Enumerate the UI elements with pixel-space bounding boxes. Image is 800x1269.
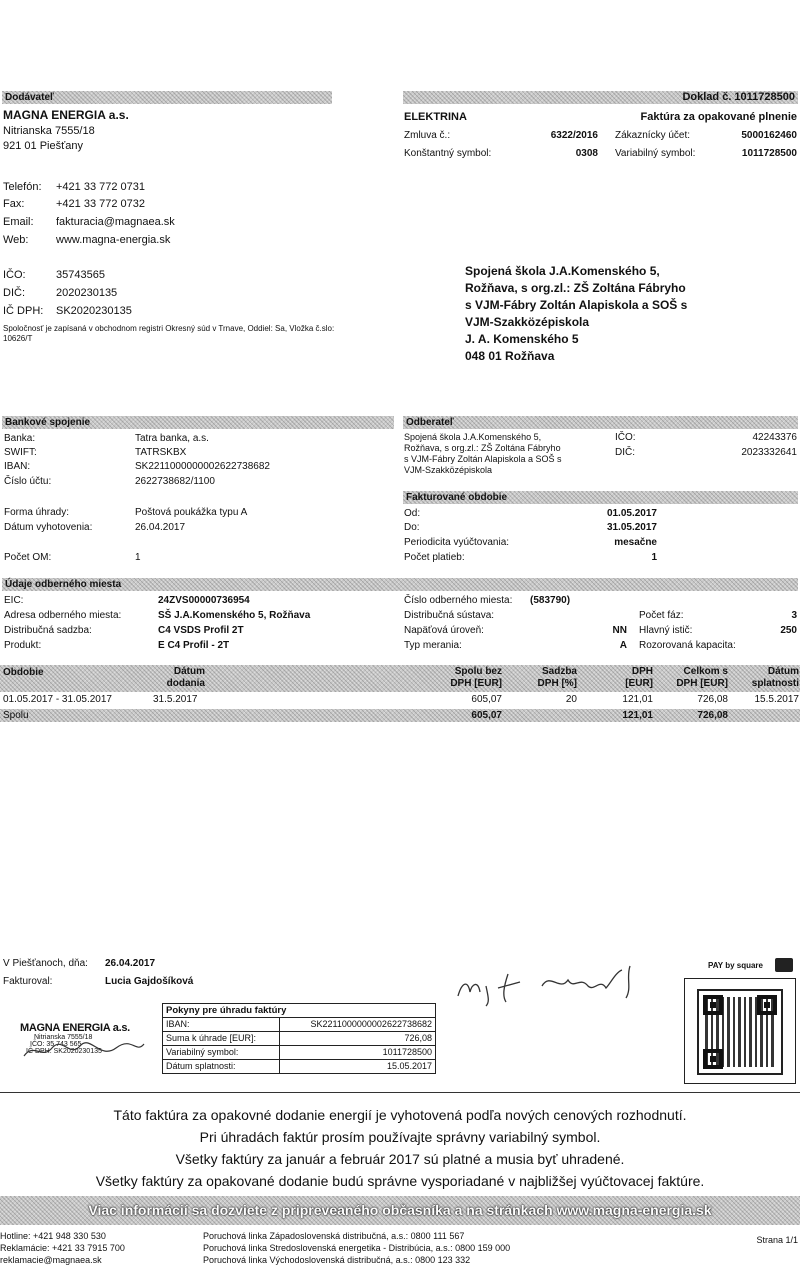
place-label: V Piešťanoch, dňa: xyxy=(3,958,88,969)
col-due-header xyxy=(735,666,799,690)
col-total-line2: DPH [EUR] xyxy=(676,678,728,689)
site-address-label: Adresa odberného miesta: xyxy=(4,610,122,621)
site-header: Údaje odberného miesta xyxy=(2,578,798,591)
col-total-line1: Celkom s xyxy=(683,666,728,677)
payments-value: 1 xyxy=(651,552,657,563)
payment-row xyxy=(163,1046,436,1060)
paybysquare-logo-icon xyxy=(775,958,793,972)
fault-line-west: Poruchová linka Západoslovenská distribučná, a.s.: 0800 111 567 xyxy=(203,1231,465,1241)
row-total: 726,08 xyxy=(697,694,728,705)
dic-value: 2020230135 xyxy=(56,287,118,299)
contract-value: 6322/2016 xyxy=(550,130,598,141)
customer-line-4: VJM-Szakközépiskola xyxy=(404,465,493,475)
email-label: Email: xyxy=(3,216,34,228)
payment-form-label: Forma úhrady: xyxy=(4,507,70,518)
register-note: Spoločnosť je zapísaná v obchodnom registri Okresný súd v Trnave, Oddiel: Sa, Vložka č.slo: 10626/T xyxy=(3,324,335,343)
phone-label: Telefón: xyxy=(3,181,42,193)
phases-label: Počet fáz: xyxy=(639,610,684,621)
variable-symbol-value: 1011728500 xyxy=(741,148,797,159)
row-period: 01.05.2017 - 31.05.2017 xyxy=(3,694,112,705)
payment-row-value: 15.05.2017 xyxy=(280,1060,436,1074)
payments-label: Počet platieb: xyxy=(404,552,465,563)
period-header: Fakturované obdobie xyxy=(403,491,798,504)
sum-vat: 121,01 xyxy=(622,710,653,721)
table-row xyxy=(0,694,800,708)
account-label: Číslo účtu: xyxy=(4,476,52,487)
eic-value: 24ZVS0000073695​4 xyxy=(158,595,250,606)
breaker-label: Hlavný istič: xyxy=(639,625,693,636)
stamp-name: MAGNA ENERGIA a.s. xyxy=(20,1022,130,1034)
col-vat-line1: DPH xyxy=(631,666,653,677)
om-number-label: Číslo odberného miesta: xyxy=(404,595,513,606)
icdph-label: IČ DPH: xyxy=(3,305,44,317)
recipient-line-6: 048 01 Rožňava xyxy=(465,349,555,363)
row-rate: 20 xyxy=(565,694,577,705)
email-value[interactable]: fakturacia@magnaea.sk xyxy=(56,216,175,228)
periodicity-value: mesačne xyxy=(614,537,657,548)
ico-value: 35743565 xyxy=(56,269,105,281)
web-label: Web: xyxy=(3,234,29,246)
recipient-line-4: VJM-Szakközépiskola xyxy=(465,315,590,329)
issue-date-label: Dátum vyhotovenia: xyxy=(4,522,93,533)
col-rate-line1: Sadzba xyxy=(541,666,577,677)
distribution-rate-label: Distribučná sadzba: xyxy=(4,625,92,636)
distribution-rate-value: C4 VSDS Profil 2T xyxy=(158,625,244,636)
supplier-city: 921 01 Piešťany xyxy=(3,140,83,152)
account-value: 2622738682/1100 xyxy=(135,476,215,487)
row-base: 605,07 xyxy=(471,694,502,705)
iban-value: SK2211000000002622738682 xyxy=(135,461,270,472)
icdph-value: SK2020230135 xyxy=(56,305,132,317)
payment-box-table xyxy=(162,1017,436,1074)
period-to-label: Do: xyxy=(404,522,420,533)
payment-instructions xyxy=(162,1003,436,1074)
supplier-street: Nitrianska 7555/18 xyxy=(3,125,95,137)
fault-line-east: Poruchová linka Východoslovenská distribučná, a.s.: 0800 123 332 xyxy=(203,1255,471,1265)
col-delivery-date-line2: dodania xyxy=(166,678,205,689)
recipient-line-3: s VJM-Fábry Zoltán Alapiskola a SOŠ s xyxy=(465,298,688,312)
product-label: Produkt: xyxy=(4,640,42,651)
payment-row-value: 1011728500 xyxy=(280,1046,436,1060)
contract-label: Zmluva č.: xyxy=(404,130,451,141)
col-vat-header xyxy=(590,666,653,690)
period-to-value: 31.05.2017 xyxy=(606,522,657,533)
payment-box-title: Pokyny pre úhradu faktúry xyxy=(162,1003,436,1017)
voltage-label: Napäťová úroveň: xyxy=(404,625,484,636)
hotline: Hotline: +421 948 330 530 xyxy=(0,1231,106,1241)
stamp-ico: IČO: 35 743 565 xyxy=(30,1041,82,1048)
site-address-value: SŠ J.A.Komenského 5, Rožňava xyxy=(158,610,311,621)
notes xyxy=(0,1104,800,1192)
period-from-value: 01.05.2017 xyxy=(606,508,657,519)
stamp-dph: IČ DPH: SK2020230135 xyxy=(26,1048,102,1055)
voltage-value: NN xyxy=(612,625,627,636)
swift-label: SWIFT: xyxy=(4,447,37,458)
capacity-label: Rozorovaná kapacita: xyxy=(639,640,736,651)
issue-date-value: 26.04.2017 xyxy=(135,522,186,533)
supplier-header: Dodávateľ xyxy=(2,91,332,104)
fax-value: +421 33 772 0732 xyxy=(56,198,146,210)
periodicity-label: Periodicita vyúčtovania: xyxy=(404,537,510,548)
info-banner: Viac informácií sa dozviete z pripreveaného občasníka a na stránkach www.magna-energia.sk xyxy=(0,1196,800,1225)
col-total-header xyxy=(660,666,728,690)
col-due-line1: Dátum xyxy=(767,666,799,677)
row-vat: 121,01 xyxy=(622,694,653,705)
product-value: E C4 Profil - 2T xyxy=(158,640,230,651)
variable-symbol-label: Variabilný symbol: xyxy=(615,148,696,159)
sum-label: Spolu xyxy=(3,710,29,721)
om-count-value: 1 xyxy=(135,552,141,563)
customer-header: Odberateľ xyxy=(403,416,798,429)
col-rate-line2: DPH [%] xyxy=(537,678,577,689)
row-delivery-date: 31.5.2017 xyxy=(153,694,198,705)
phone-value: +421 33 772 0731 xyxy=(56,181,146,193)
payment-row xyxy=(163,1032,436,1046)
bank-value: Tatra banka, a.s. xyxy=(135,433,209,444)
customer-line-3: s VJM-Fábry Zoltán Alapiskola a SOŠ s xyxy=(404,454,562,464)
col-vat-line2: [EUR] xyxy=(625,678,653,689)
commodity: ELEKTRINA xyxy=(404,111,467,123)
col-period-header: Obdobie xyxy=(3,667,44,678)
note-4: Všetky faktúry za opakované dodanie budú správne vysporiadané v najbližšej vyúčtovacej faktúre. xyxy=(95,1173,705,1189)
customer-account-value: 5000162460 xyxy=(741,130,797,141)
stamp-street: Nitrianska 7555/18 xyxy=(34,1034,93,1041)
payment-form-value: Poštová poukážka typu A xyxy=(135,507,248,518)
col-delivery-date-line1: Dátum xyxy=(173,666,205,677)
note-3: Všetky faktúry za január a február 2017 sú platné a musia byť uhradené. xyxy=(175,1151,625,1167)
note-1: Táto faktúra za opakovné dodanie energií je vyhotovená podľa nových cenových rozhodnutí. xyxy=(113,1107,687,1123)
breaker-value: 250 xyxy=(780,625,797,636)
customer-ico-value: 42243376 xyxy=(752,432,797,443)
customer-line-2: Rožňava, s org.zl.: ZŠ Zoltána Fábryho xyxy=(404,443,561,453)
footer-fault-lines xyxy=(203,1230,510,1266)
constant-symbol-label: Konštantný symbol: xyxy=(404,148,492,159)
customer-name xyxy=(404,432,562,476)
qr-code-icon[interactable] xyxy=(697,989,783,1075)
meter-type-label: Typ merania: xyxy=(404,640,462,651)
document-type: Faktúra za opakované plnenie xyxy=(640,111,797,123)
col-base-line2: DPH [EUR] xyxy=(450,678,502,689)
bank-header: Bankové spojenie xyxy=(2,416,394,429)
payment-row-label: Suma k úhrade [EUR]: xyxy=(163,1032,280,1046)
complaints-email[interactable]: reklamacie@magnaea.sk xyxy=(0,1255,102,1265)
phases-value: 3 xyxy=(791,610,797,621)
customer-dic-value: 2023332641 xyxy=(741,447,797,458)
issued-by-label: Fakturoval: xyxy=(3,976,53,987)
customer-account-label: Zákaznícky účet: xyxy=(615,130,691,141)
payment-row-value: 726,08 xyxy=(280,1032,436,1046)
document-number: Doklad č. 1011728500 xyxy=(403,91,798,104)
iban-label: IBAN: xyxy=(4,461,31,472)
paybysquare-label: PAY by square xyxy=(708,961,763,970)
fax-label: Fax: xyxy=(3,198,25,210)
col-due-line2: splatnosti xyxy=(751,678,799,689)
col-rate-header xyxy=(515,666,577,690)
complaints-phone: Reklamácie: +421 33 7915 700 xyxy=(0,1243,125,1253)
customer-dic-label: DIČ: xyxy=(615,447,635,458)
period-from-label: Od: xyxy=(404,508,421,519)
distribution-system-label: Distribučná sústava: xyxy=(404,610,495,621)
payment-row xyxy=(163,1060,436,1074)
payment-row-value: SK2211000000002622738682 xyxy=(280,1018,436,1032)
recipient-line-5: J. A. Komenského 5 xyxy=(465,332,579,346)
om-count-label: Počet OM: xyxy=(4,552,52,563)
col-base-line1: Spolu bez xyxy=(454,666,502,677)
page-number: Strana 1/1 xyxy=(756,1235,798,1245)
recipient-address xyxy=(465,263,687,365)
payment-row-label: Variabilný symbol: xyxy=(163,1046,280,1060)
om-number-value: (583790) xyxy=(530,595,571,606)
swift-value: TATRSKBX xyxy=(135,447,187,458)
dic-label: DIČ: xyxy=(3,287,25,299)
col-base-header xyxy=(420,666,502,690)
fault-line-central: Poruchová linka Stredoslovenská energetika - Distribúcia, a.s.: 0800 159 000 xyxy=(203,1243,511,1253)
footer-contacts xyxy=(0,1230,125,1266)
col-delivery-date-header xyxy=(120,666,205,690)
customer-ico-label: IČO: xyxy=(615,432,636,443)
issued-by-value: Lucia Gajdošíková xyxy=(105,976,194,987)
customer-line-1: Spojená škola J.A.Komenského 5, xyxy=(404,432,542,442)
payment-row-label: Dátum splatnosti: xyxy=(163,1060,280,1074)
company-stamp xyxy=(20,1022,150,1077)
eic-label: EIC: xyxy=(4,595,24,606)
stamp-signature-icon xyxy=(20,1038,150,1062)
supplier-name: MAGNA ENERGIA a.s. xyxy=(3,108,129,122)
signature-icon xyxy=(450,962,660,1010)
constant-symbol-value: 0308 xyxy=(575,148,598,159)
payment-row-label: IBAN: xyxy=(163,1018,280,1032)
note-2: Pri úhradách faktúr prosím používajte správny variabilný symbol. xyxy=(199,1129,601,1145)
qr-frame xyxy=(684,978,796,1084)
web-value[interactable]: www.magna-energia.sk xyxy=(56,234,171,246)
recipient-line-1: Spojená škola J.A.Komenského 5, xyxy=(465,264,660,278)
bank-label: Banka: xyxy=(4,433,36,444)
place-date: 26.04.2017 xyxy=(105,958,156,969)
recipient-line-2: Rožňava, s org.zl.: ZŠ Zoltána Fábryho xyxy=(465,281,686,295)
notes-divider xyxy=(0,1092,800,1093)
meter-type-value: A xyxy=(619,640,627,651)
ico-label: IČO: xyxy=(3,269,26,281)
sum-total: 726,08 xyxy=(697,710,728,721)
payment-row xyxy=(163,1018,436,1032)
sum-base: 605,07 xyxy=(471,710,502,721)
row-due: 15.5.2017 xyxy=(754,694,799,705)
